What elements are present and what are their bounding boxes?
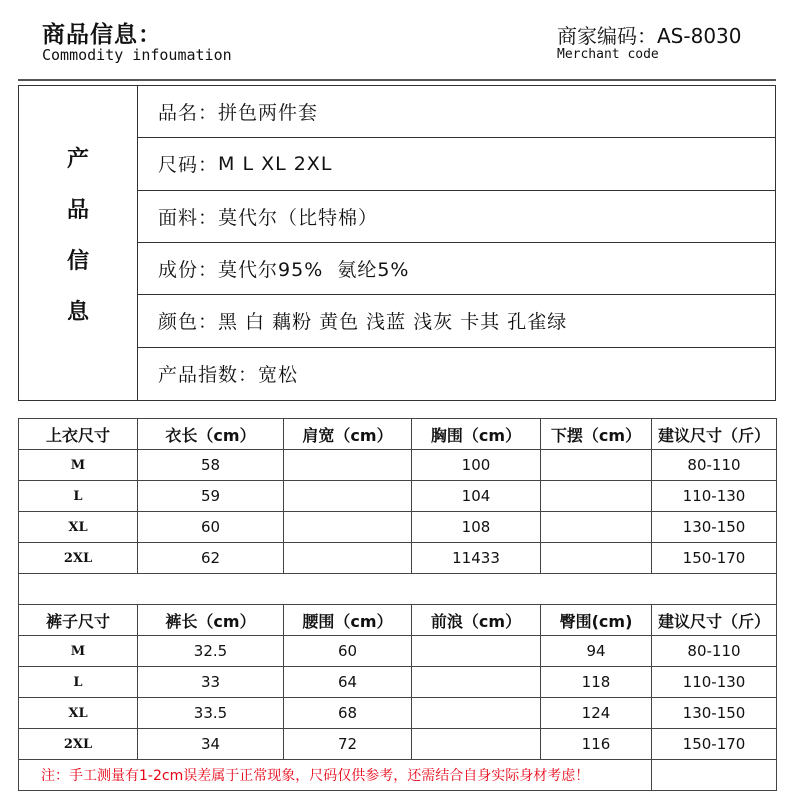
- table-cell: 110-130: [652, 481, 777, 512]
- pants-column-header: 建议尺寸（斤）: [652, 605, 777, 636]
- note-row: [19, 760, 777, 791]
- table-cell: 59: [138, 481, 284, 512]
- table-cell: 32.5: [138, 636, 284, 667]
- table-cell: [541, 512, 652, 543]
- table-cell: [541, 543, 652, 574]
- table-cell: [284, 481, 412, 512]
- spacer-cell: [19, 574, 777, 605]
- size-label: 2XL: [19, 543, 138, 574]
- table-cell: 80-110: [652, 636, 777, 667]
- info-row-composition: [138, 243, 775, 295]
- table-cell: 62: [138, 543, 284, 574]
- pants-column-header: 臀围(cm): [541, 605, 652, 636]
- table-cell: 72: [284, 729, 412, 760]
- size-label: M: [19, 636, 138, 667]
- table-cell: 60: [284, 636, 412, 667]
- tops-header-row: [19, 419, 777, 450]
- table-cell: [412, 636, 541, 667]
- table-row: [19, 512, 777, 543]
- table-cell: 58: [138, 450, 284, 481]
- table-cell: [412, 667, 541, 698]
- info-label: 尺码：: [158, 154, 219, 177]
- table-cell: 124: [541, 698, 652, 729]
- table-cell: 150-170: [652, 729, 777, 760]
- table-cell: 118: [541, 667, 652, 698]
- table-row: [19, 667, 777, 698]
- table-cell: 64: [284, 667, 412, 698]
- info-label: 颜色：: [158, 311, 219, 334]
- size-label: L: [19, 667, 138, 698]
- table-row: [19, 450, 777, 481]
- table-cell: 108: [412, 512, 541, 543]
- table-cell: 60: [138, 512, 284, 543]
- info-row-fabric: [138, 191, 775, 243]
- size-label: L: [19, 481, 138, 512]
- table-row: [19, 636, 777, 667]
- info-row-fit: [138, 348, 775, 400]
- size-label: 2XL: [19, 729, 138, 760]
- pants-column-header: 腰围（cm）: [284, 605, 412, 636]
- info-row-colors: [138, 295, 775, 347]
- table-row: [19, 481, 777, 512]
- tops-column-header: 衣长（cm）: [138, 419, 284, 450]
- product-info-rows: [138, 86, 775, 400]
- table-cell: 130-150: [652, 512, 777, 543]
- info-label: 品名：: [158, 102, 219, 125]
- page-subtitle: Commodity infoumation: [42, 46, 232, 64]
- info-value: 莫代尔95% 氨纶5%: [218, 259, 410, 282]
- info-value: 宽松: [258, 364, 299, 387]
- table-cell: 100: [412, 450, 541, 481]
- table-cell: 110-130: [652, 667, 777, 698]
- info-label: 面料：: [158, 206, 219, 229]
- info-row-sizes: [138, 138, 775, 190]
- header-divider: [18, 79, 776, 81]
- pants-column-header: 前浪（cm）: [412, 605, 541, 636]
- table-cell: 34: [138, 729, 284, 760]
- pants-column-header: 裤长（cm）: [138, 605, 284, 636]
- table-cell: 94: [541, 636, 652, 667]
- tops-column-header: 上衣尺寸: [19, 419, 138, 450]
- table-cell: 116: [541, 729, 652, 760]
- info-label: 产品指数：: [158, 364, 259, 387]
- section-label-char: 息: [66, 300, 89, 325]
- table-cell: 80-110: [652, 450, 777, 481]
- info-value: 黑 白 藕粉 黄色 浅蓝 浅灰 卡其 孔雀绿: [218, 311, 568, 334]
- measurement-note: 注：手工测量有1-2cm误差属于正常现象，尺码仅供参考，还需结合自身实际身材考虑！: [19, 760, 652, 791]
- size-label: XL: [19, 512, 138, 543]
- info-row-name: [138, 86, 775, 138]
- tops-column-header: 胸围（cm）: [412, 419, 541, 450]
- pants-header-row: [19, 605, 777, 636]
- info-label: 成份：: [158, 259, 219, 282]
- size-label: M: [19, 450, 138, 481]
- table-cell: 104: [412, 481, 541, 512]
- table-cell: [541, 481, 652, 512]
- tops-column-header: 肩宽（cm）: [284, 419, 412, 450]
- info-value: 拼色两件套: [218, 102, 319, 125]
- size-label: XL: [19, 698, 138, 729]
- table-row: [19, 543, 777, 574]
- size-table: [18, 418, 777, 791]
- section-label-char: 信: [66, 249, 89, 274]
- table-cell: 150-170: [652, 543, 777, 574]
- tops-column-header: 建议尺寸（斤）: [652, 419, 777, 450]
- table-cell: 11433: [412, 543, 541, 574]
- table-cell: [412, 698, 541, 729]
- note-row-empty-cell: [652, 760, 777, 791]
- table-row: [19, 729, 777, 760]
- table-row: [19, 698, 777, 729]
- product-info-box: [18, 85, 776, 401]
- info-value: 莫代尔（比特棉）: [218, 206, 379, 229]
- size-table-body: [19, 419, 777, 791]
- table-cell: 33.5: [138, 698, 284, 729]
- table-cell: 68: [284, 698, 412, 729]
- table-cell: [284, 543, 412, 574]
- table-cell: 130-150: [652, 698, 777, 729]
- section-label-char: 产: [66, 147, 89, 172]
- table-cell: [412, 729, 541, 760]
- page-title: 商品信息：: [42, 22, 162, 48]
- table-cell: [541, 450, 652, 481]
- table-spacer-row: [19, 574, 777, 605]
- table-cell: [284, 512, 412, 543]
- product-info-section-label: [19, 86, 138, 400]
- table-cell: [284, 450, 412, 481]
- info-value: M L XL 2XL: [218, 152, 333, 175]
- table-cell: 33: [138, 667, 284, 698]
- tops-column-header: 下摆（cm）: [541, 419, 652, 450]
- merchant-code: 商家编码：AS-8030: [557, 24, 742, 48]
- merchant-code-subtitle: Merchant code: [557, 47, 659, 62]
- pants-column-header: 裤子尺寸: [19, 605, 138, 636]
- section-label-char: 品: [66, 198, 89, 223]
